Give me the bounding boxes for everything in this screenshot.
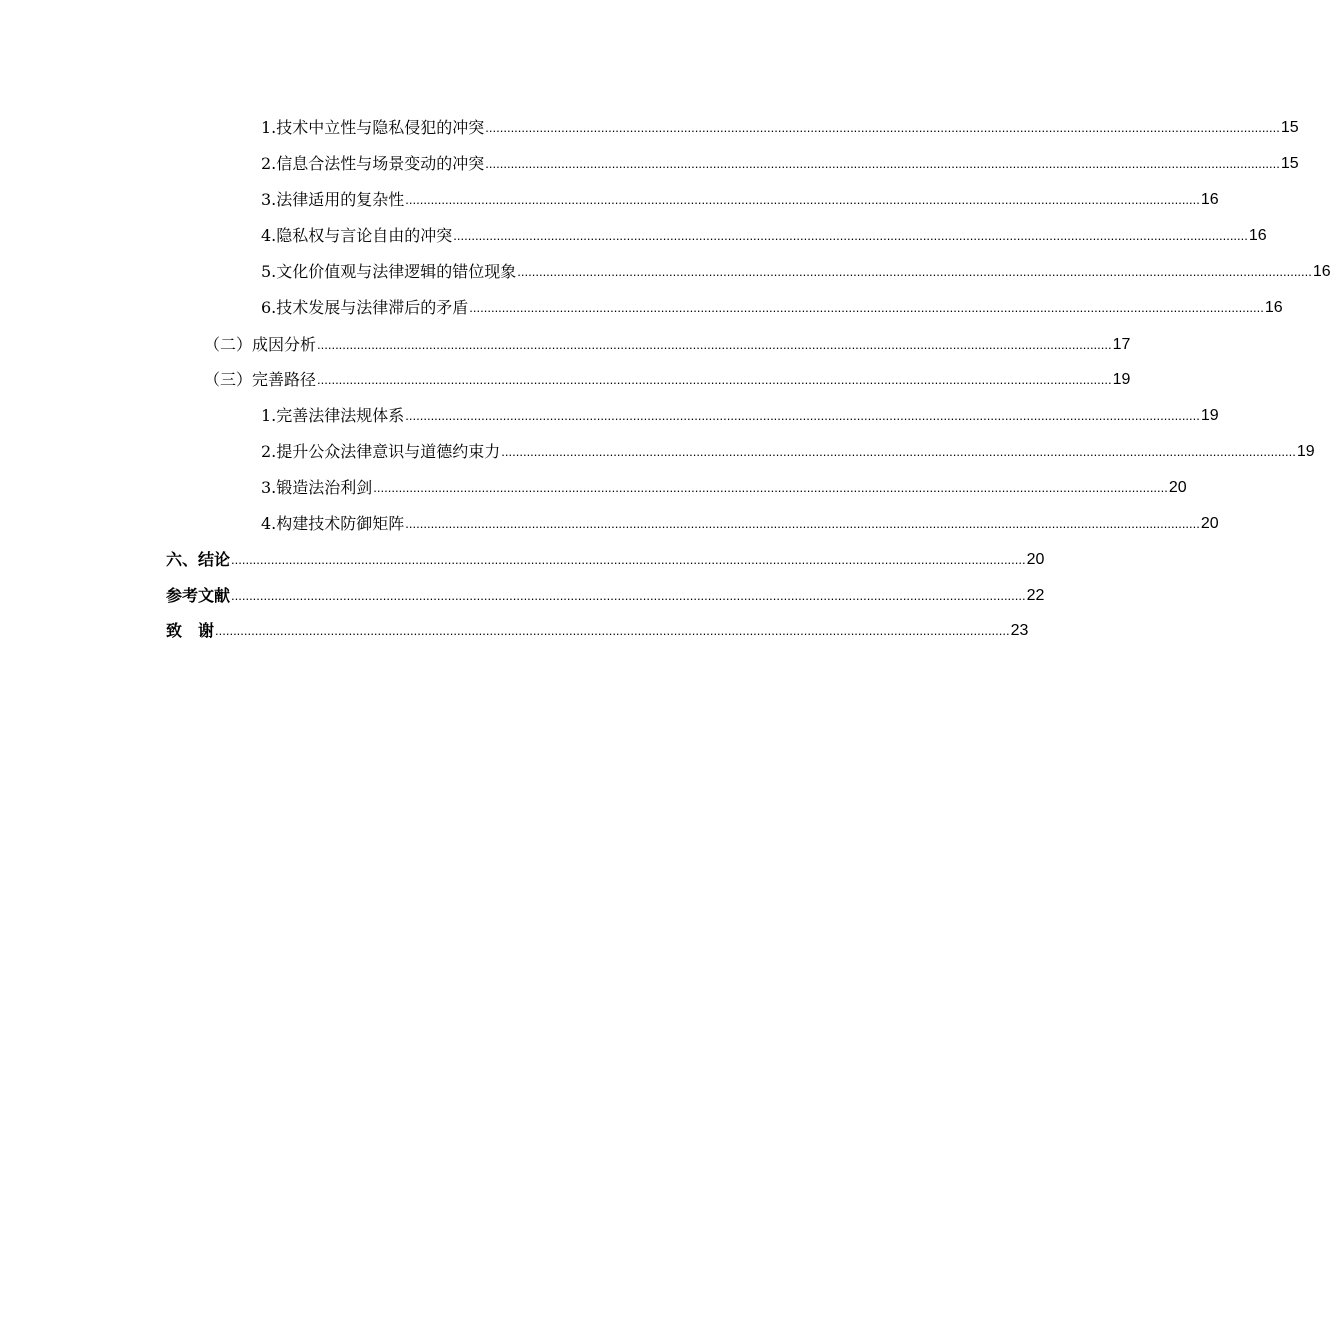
toc-entry-title: （三）完善路径 (204, 370, 317, 389)
toc-entry-title: 6.技术发展与法律滞后的矛盾 (261, 298, 469, 317)
toc-entry-page: 16 (1312, 263, 1331, 280)
toc-dot-leader: ............................................................................................................................................................................................................................ (405, 516, 1200, 531)
toc-entry-title: （二）成因分析 (204, 335, 317, 354)
toc-entry[interactable] (204, 333, 1131, 355)
toc-entry-page: 19 (1200, 407, 1219, 424)
toc-entry-title: 2.提升公众法律意识与道德约束力 (261, 442, 501, 461)
toc-dot-leader: ............................................................................................................................................................................................................................ (231, 588, 1026, 603)
toc-entry[interactable] (166, 548, 1045, 570)
toc-entry-page: 20 (1168, 479, 1187, 496)
toc-entry-title: 六、结论 (166, 550, 231, 569)
toc-entry-page: 16 (1200, 191, 1219, 208)
toc-entry-page: 19 (1112, 371, 1131, 388)
toc-entry-page: 20 (1026, 551, 1045, 568)
toc-dot-leader: ............................................................................................................................................................................................................................ (317, 372, 1112, 387)
toc-entry-page: 22 (1026, 587, 1045, 604)
toc-entry[interactable] (261, 260, 1331, 282)
toc-entry-page: 23 (1010, 622, 1029, 639)
toc-dot-leader: ............................................................................................................................................................................................................................ (501, 444, 1296, 459)
toc-entry-page: 19 (1296, 443, 1315, 460)
toc-entry-page: 20 (1200, 515, 1219, 532)
toc-entry-title: 3.锻造法治利剑 (261, 478, 373, 497)
toc-entry-title: 4.隐私权与言论自由的冲突 (261, 226, 453, 245)
toc-dot-leader: ............................................................................................................................................................................................................................ (405, 408, 1200, 423)
toc-dot-leader: ............................................................................................................................................................................................................................ (373, 480, 1168, 495)
toc-entry[interactable] (261, 512, 1219, 534)
toc-entry-title: 1.完善法律法规体系 (261, 406, 405, 425)
toc-entry[interactable] (261, 440, 1315, 462)
toc-entry-title: 致 谢 (166, 621, 215, 640)
toc-dot-leader: ............................................................................................................................................................................................................................ (231, 552, 1026, 567)
toc-entry-page: 16 (1248, 227, 1267, 244)
toc-entry-page: 15 (1280, 155, 1299, 172)
toc-dot-leader: ............................................................................................................................................................................................................................ (405, 192, 1200, 207)
toc-dot-leader: ............................................................................................................................................................................................................................ (317, 337, 1112, 352)
toc-entry[interactable] (166, 619, 1029, 641)
toc-entry-title: 5.文化价值观与法律逻辑的错位现象 (261, 262, 517, 281)
toc-entry-title: 3.法律适用的复杂性 (261, 190, 405, 209)
toc-entry[interactable] (261, 116, 1299, 138)
toc-entry[interactable] (261, 224, 1267, 246)
toc-entry-title: 2.信息合法性与场景变动的冲突 (261, 154, 485, 173)
toc-entry[interactable] (261, 476, 1187, 498)
toc-entry-title: 4.构建技术防御矩阵 (261, 514, 405, 533)
toc-dot-leader: ............................................................................................................................................................................................................................ (453, 228, 1248, 243)
toc-entry-page: 15 (1280, 119, 1299, 136)
toc-entry[interactable] (261, 404, 1219, 426)
toc-entry-title: 参考文献 (166, 586, 231, 605)
toc-dot-leader: ............................................................................................................................................................................................................................ (215, 623, 1010, 638)
toc-entry[interactable] (166, 584, 1045, 606)
toc-dot-leader: ............................................................................................................................................................................................................................ (469, 300, 1264, 315)
toc-entry[interactable] (261, 188, 1219, 210)
toc-entry-page: 17 (1112, 336, 1131, 353)
toc-entry-title: 1.技术中立性与隐私侵犯的冲突 (261, 118, 485, 137)
toc-dot-leader: ............................................................................................................................................................................................................................ (485, 120, 1280, 135)
toc-entry-page: 16 (1264, 299, 1283, 316)
toc-dot-leader: ............................................................................................................................................................................................................................ (485, 156, 1280, 171)
toc-entry[interactable] (261, 296, 1283, 318)
toc-entry[interactable] (261, 152, 1299, 174)
toc-entry[interactable] (204, 368, 1131, 390)
toc-dot-leader: ............................................................................................................................................................................................................................ (517, 264, 1312, 279)
